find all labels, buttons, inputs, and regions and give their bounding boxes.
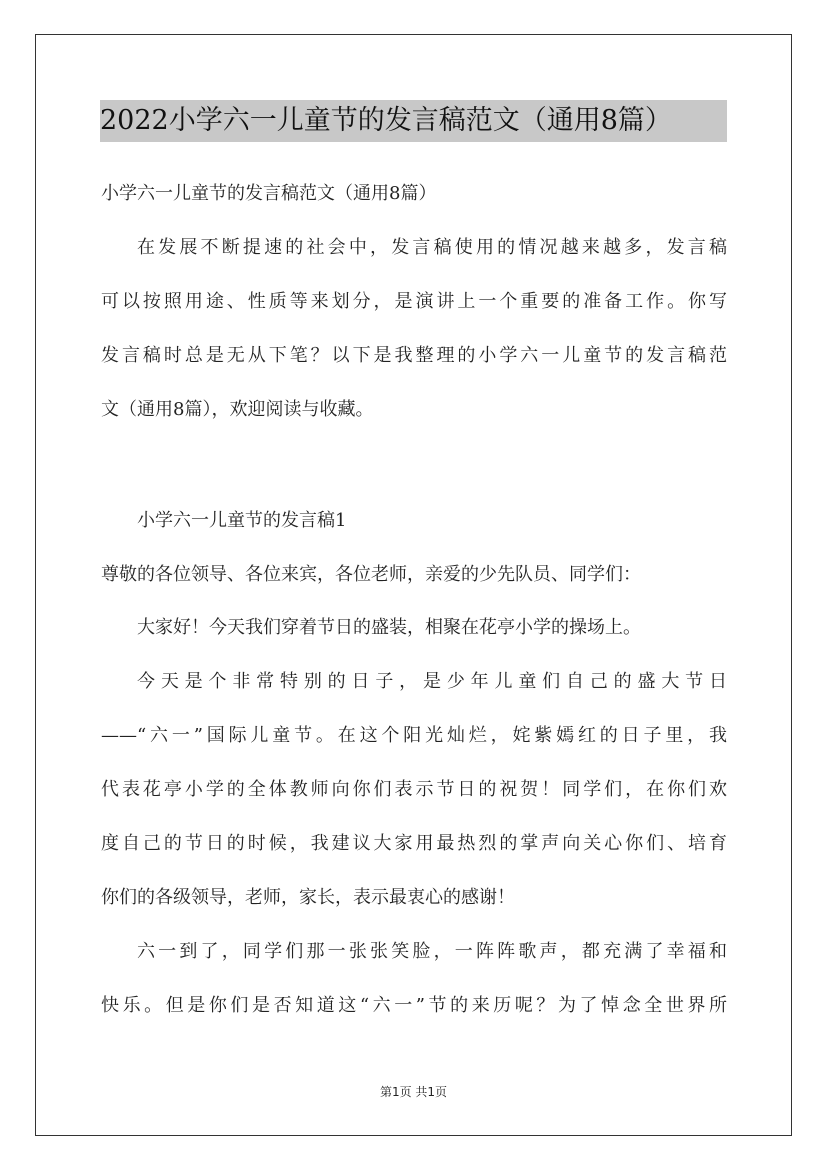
intro-line-3: 发言稿时总是无从下笔？以下是我整理的小学六一儿童节的发言稿范 <box>101 345 727 366</box>
para1-line-2: ——“六一”国际儿童节。在这个阳光灿烂，姹紫嫣红的日子里，我 <box>101 725 727 746</box>
document-subtitle: 小学六一儿童节的发言稿范文（通用8篇） <box>101 183 437 204</box>
salutation: 尊敬的各位领导、各位来宾，各位老师，亲爱的少先队员、同学们： <box>101 564 641 585</box>
body-paragraph-1 <box>101 655 727 925</box>
intro-line-2: 可以按照用途、性质等来划分，是演讲上一个重要的准备工作。你写 <box>101 291 727 312</box>
para1-line-1: 今天是个非常特别的日子，是少年儿童们自己的盛大节日 <box>137 671 727 692</box>
para1-line-4: 度自己的节日的时候，我建议大家用最热烈的掌声向关心你们、培育 <box>101 833 727 854</box>
body-paragraph-2 <box>101 925 727 1033</box>
greeting-paragraph: 大家好！今天我们穿着节日的盛装，相聚在花亭小学的操场上。 <box>137 617 641 638</box>
para1-line-5: 你们的各级领导，老师，家长，表示最衷心的感谢！ <box>101 887 515 908</box>
para2-line-2: 快乐。但是你们是否知道这“六一”节的来历呢？为了悼念全世界所 <box>101 995 727 1016</box>
intro-line-1: 在发展不断提速的社会中，发言稿使用的情况越来越多，发言稿 <box>137 237 727 258</box>
page-number-footer: 第1页 共1页 <box>379 1085 448 1099</box>
section-heading: 小学六一儿童节的发言稿1 <box>137 510 347 531</box>
para1-line-3: 代表花亭小学的全体教师向你们表示节日的祝贺！同学们，在你们欢 <box>101 779 727 800</box>
intro-paragraph <box>101 221 727 437</box>
document-title: 2022小学六一儿童节的发言稿范文（通用8篇） <box>100 100 727 142</box>
intro-line-4: 文（通用8篇），欢迎阅读与收藏。 <box>101 399 374 420</box>
para2-line-1: 六一到了，同学们那一张张笑脸，一阵阵歌声，都充满了幸福和 <box>137 941 727 962</box>
